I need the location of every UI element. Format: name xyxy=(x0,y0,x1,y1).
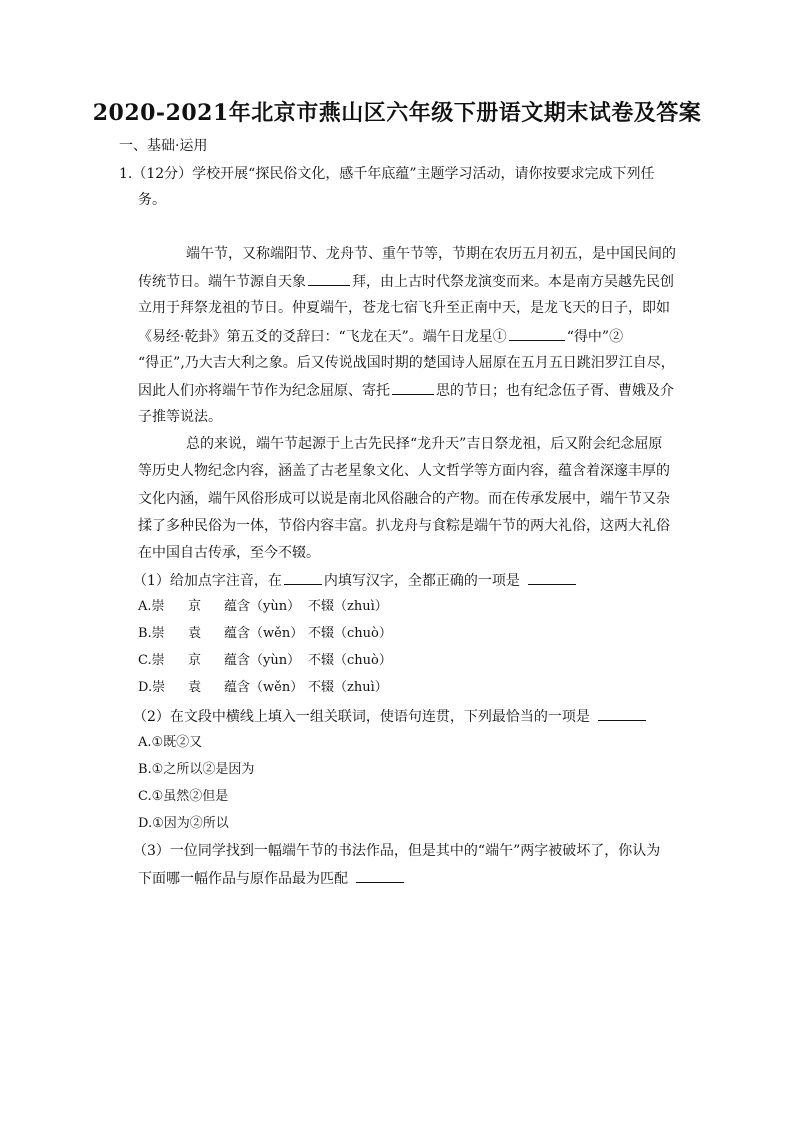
option-word: 不辍（chuò） xyxy=(308,626,392,641)
sub-question-1-stem xyxy=(133,570,578,591)
passage-p2-line-1: 总的来说，端午节起源于上古先民择“龙升天”吉日祭龙祖，后又附会纪念屈原 xyxy=(186,436,663,452)
passage-p2-line-5: 在中国自古传承，至今不辍。 xyxy=(138,545,320,561)
passage-text: 思的节日；也有纪念伍子胥、曹娥及介 xyxy=(436,383,674,399)
option-label: A.崇 xyxy=(138,599,165,614)
passage-p1-line-6 xyxy=(138,380,674,401)
stem-text: 下面哪一幅作品与原作品最为匹配 xyxy=(138,871,348,887)
passage-text: “得中”② xyxy=(566,329,624,345)
answer-blank[interactable] xyxy=(598,706,646,721)
sub-question-3-line-2 xyxy=(138,868,406,889)
option-word: 不辍（chuò） xyxy=(308,653,392,668)
fill-blank[interactable] xyxy=(308,271,350,286)
option-word: 蕴含（yùn） xyxy=(224,653,301,668)
question-1-line-2: 务。 xyxy=(138,192,166,208)
option-c[interactable] xyxy=(138,651,392,671)
stem-text: （1）给加点字注音，在 xyxy=(133,573,282,589)
option-a[interactable] xyxy=(138,597,388,617)
option-word: 京 xyxy=(188,653,202,668)
option-d[interactable] xyxy=(138,678,388,698)
sub-question-2-stem xyxy=(133,706,648,727)
option-b[interactable]: B.①之所以②是因为 xyxy=(138,762,255,777)
option-word: 京 xyxy=(188,599,202,614)
question-1-line-1: 1.（12分）学校开展“探民俗文化，感千年底蕴”主题学习活动，请你按要求完成下列任 xyxy=(119,166,655,182)
option-word: 不辍（zhuì） xyxy=(308,680,388,695)
passage-p1-line-2 xyxy=(138,271,674,292)
passage-p2-line-4: 揉了多种民俗为一体，节俗内容丰富。扒龙舟与食粽是端午节的两大礼俗，这两大礼俗 xyxy=(138,518,670,534)
passage-p2-line-2: 等历史人物纪念内容，涵盖了古老星象文化、人文哲学等方面内容，蕴含着深邃丰厚的 xyxy=(138,463,670,479)
passage-text: 传统节日。端午节源自天象 xyxy=(138,274,306,290)
sub-question-3-line-1: （3）一位同学找到一幅端午节的书法作品，但是其中的“端午”两字被破坏了，你认为 xyxy=(133,843,661,859)
option-label: D.崇 xyxy=(138,680,166,695)
option-a[interactable]: A.①既②又 xyxy=(138,735,203,750)
passage-p1-line-7: 子推等说法。 xyxy=(138,409,222,425)
stem-text: （2）在文段中横线上填入一组关联词，使语句连贯，下列最恰当的一项是 xyxy=(133,709,590,725)
passage-p1-line-1: 端午节，又称端阳节、龙舟节、重午节等，节期在农历五月初五，是中国民间的 xyxy=(186,246,676,262)
section-heading: 一、基础·运用 xyxy=(119,138,208,154)
option-b[interactable] xyxy=(138,624,392,644)
passage-text: 《易经·乾卦》第五爻的爻辞曰：“飞龙在天”。端午日龙星① xyxy=(138,329,507,345)
option-word: 蕴含（wěn） xyxy=(224,626,304,641)
fill-blank[interactable] xyxy=(284,570,322,585)
option-word: 袁 xyxy=(188,626,202,641)
passage-p1-line-5: “得正”,乃大吉大利之象。后又传说战国时期的楚国诗人屈原在五月五日跳汨罗江自尽， xyxy=(138,355,675,371)
page-title: 2020-2021年北京市燕山区六年级下册语文期末试卷及答案 xyxy=(92,100,702,126)
passage-p2-line-3: 文化内涵，端午风俗形成可以说是南北风俗融合的产物。而在传承发展中，端午节又杂 xyxy=(138,491,670,507)
passage-p1-line-3: 立用于拜祭龙祖的节日。仲夏端午，苍龙七宿飞升至正南中天，是龙飞天的日子，即如 xyxy=(138,300,670,316)
option-word: 蕴含（wěn） xyxy=(224,680,304,695)
option-word: 不辍（zhuì） xyxy=(308,599,388,614)
fill-blank-1[interactable] xyxy=(509,326,565,341)
option-c[interactable]: C.①虽然②但是 xyxy=(138,789,229,804)
answer-blank[interactable] xyxy=(528,570,576,585)
option-label: C.崇 xyxy=(138,653,165,668)
option-word: 袁 xyxy=(188,680,202,695)
fill-blank[interactable] xyxy=(392,380,434,395)
passage-p1-line-4 xyxy=(138,326,623,347)
option-label: B.崇 xyxy=(138,626,165,641)
stem-text: 内填写汉字，全都正确的一项是 xyxy=(323,573,520,589)
passage-text: 拜，由上古时代祭龙演变而来。本是南方吴越先民创 xyxy=(352,274,674,290)
answer-blank[interactable] xyxy=(356,868,404,883)
option-word: 蕴含（yùn） xyxy=(224,599,301,614)
option-d[interactable]: D.①因为②所以 xyxy=(138,816,229,831)
passage-text: 因此人们亦将端午节作为纪念屈原、寄托 xyxy=(138,383,390,399)
